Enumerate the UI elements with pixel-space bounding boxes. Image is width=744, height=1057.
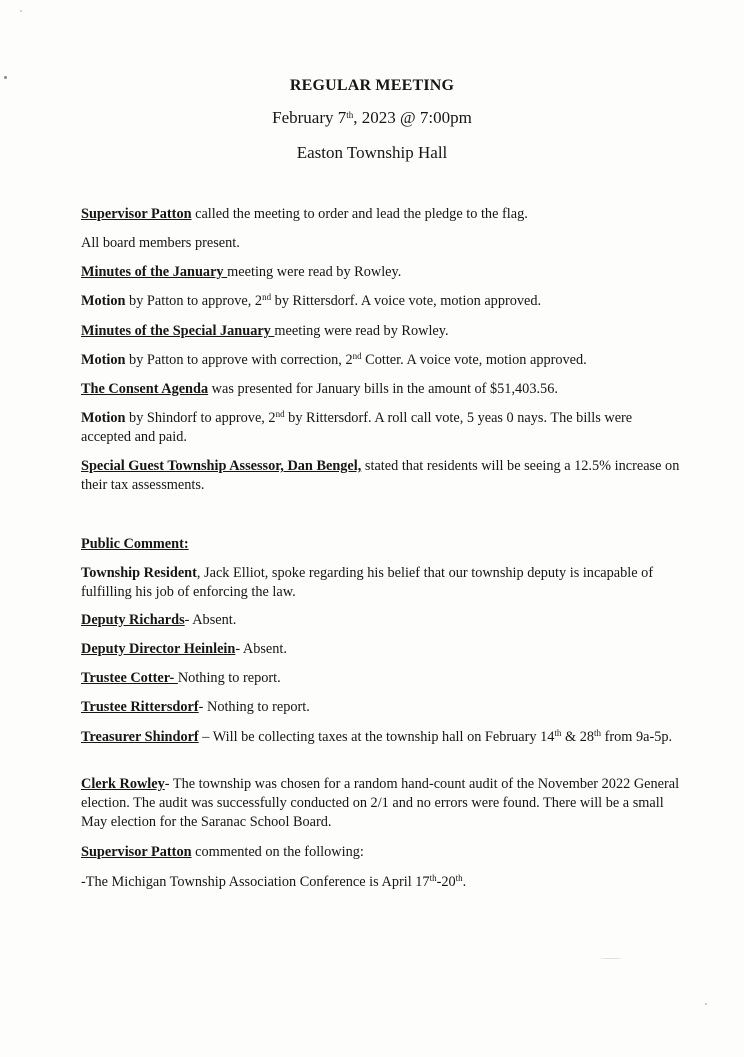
paragraph-treasurer: Treasurer Shindorf – Will be collecting taxes at the township hall on February 14th & 28th from 9a-5p. bbox=[81, 728, 673, 745]
paragraph-deputy-richards: Deputy Richards- Absent. bbox=[81, 612, 237, 628]
paragraph-clerk: Clerk Rowley- The township was chosen for a random hand-count audit of the November 2022 General election. The audit was successfully conducted on 2/1 and no errors were found. There will be a small May election for the Saranac School Board. bbox=[81, 776, 680, 830]
paragraph-township-resident: Township Resident, Jack Elliot, spoke regarding his belief that our township deputy is incapable of fulfilling his job of enforcing the law. bbox=[81, 565, 654, 600]
scan-speck bbox=[20, 10, 22, 12]
meeting-location: Easton Township Hall bbox=[296, 143, 448, 162]
meeting-date: February 7th, 2023 @ 7:00pm bbox=[272, 108, 472, 127]
scan-speck bbox=[705, 1003, 707, 1005]
paragraph-trustee-cotter: Trustee Cotter- Nothing to report. bbox=[81, 670, 281, 686]
paragraph-consent-agenda: The Consent Agenda was presented for January bills in the amount of $51,403.56. bbox=[81, 381, 558, 397]
paragraph-supervisor-comments: Supervisor Patton commented on the following: bbox=[81, 844, 364, 860]
scan-speck bbox=[600, 958, 622, 959]
paragraph-deputy-director: Deputy Director Heinlein- Absent. bbox=[81, 641, 287, 657]
scan-speck bbox=[4, 76, 7, 79]
paragraph-special-minutes: Minutes of the Special January meeting were read by Rowley. bbox=[81, 323, 449, 339]
paragraph-assessor: Special Guest Township Assessor, Dan Bengel, stated that residents will be seeing a 12.5% increase on their tax assessments. bbox=[81, 458, 680, 493]
paragraph-call-to-order: Supervisor Patton called the meeting to order and lead the pledge to the flag. bbox=[81, 206, 528, 222]
paragraph-motion-3: Motion by Shindorf to approve, 2nd by Rittersdorf. A roll call vote, 5 yeas 0 nays. The bills were accepted and paid. bbox=[81, 409, 633, 445]
paragraph-mta-conference: -The Michigan Township Association Conference is April 17th-20th. bbox=[81, 873, 467, 890]
paragraph-trustee-rittersdorf: Trustee Rittersdorf- Nothing to report. bbox=[81, 699, 310, 715]
public-comment-heading: Public Comment: bbox=[81, 536, 189, 552]
paragraph-motion-2: Motion by Patton to approve with correction, 2nd Cotter. A voice vote, motion approved. bbox=[81, 351, 587, 368]
paragraph-january-minutes: Minutes of the January meeting were read by Rowley. bbox=[81, 264, 402, 280]
paragraph-attendance: All board members present. bbox=[81, 235, 240, 251]
paragraph-motion-1: Motion by Patton to approve, 2nd by Rittersdorf. A voice vote, motion approved. bbox=[81, 292, 542, 309]
meeting-title: REGULAR MEETING bbox=[289, 77, 455, 94]
